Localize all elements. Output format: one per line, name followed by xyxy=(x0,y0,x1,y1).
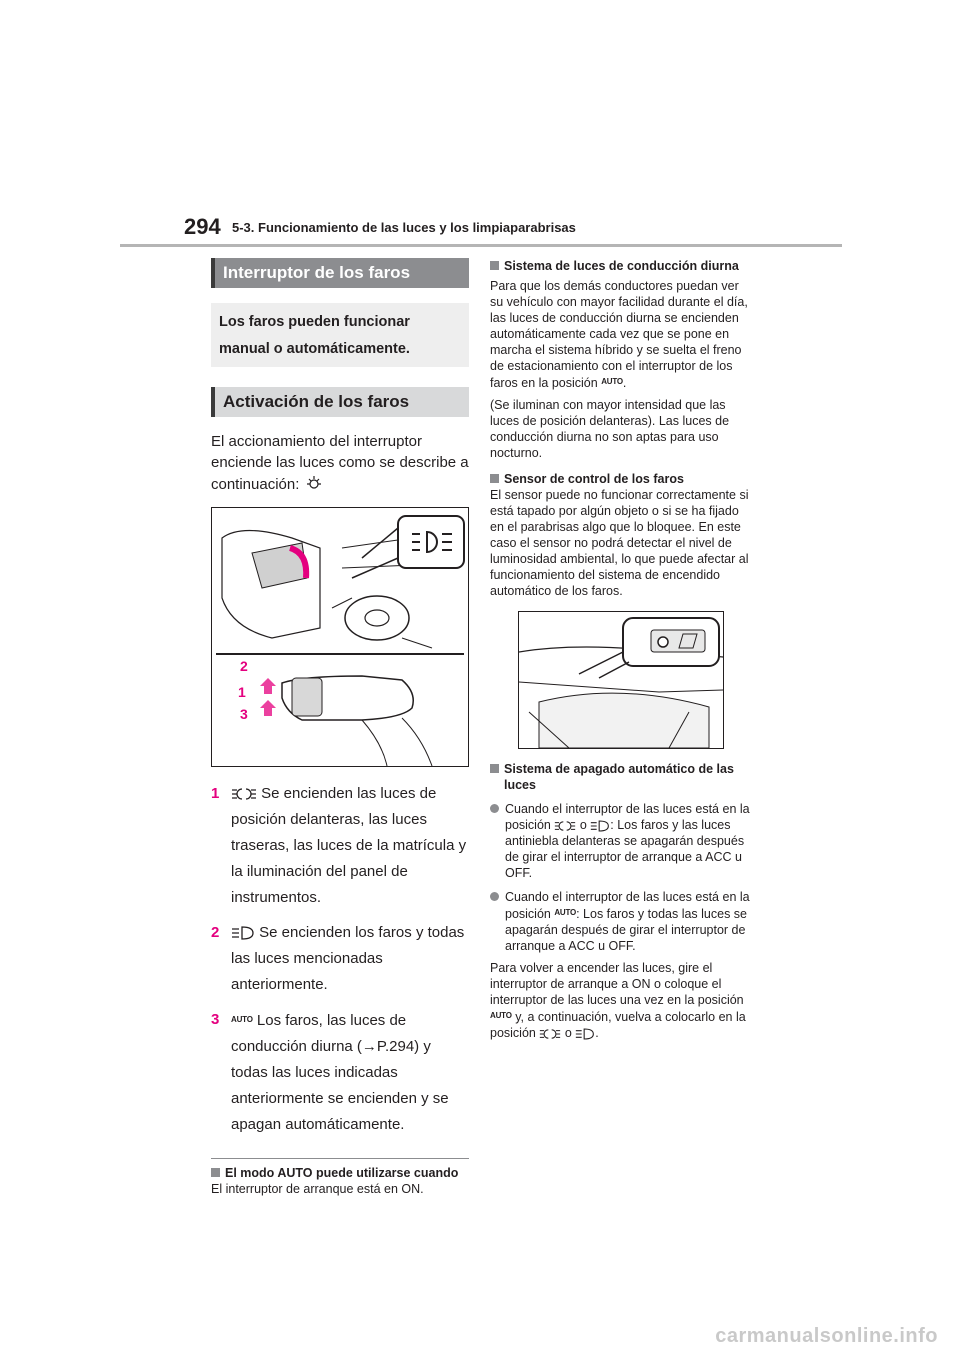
sensor-text: El sensor puede no funcionar correctamente si está tapado por algún objeto o si se ha fijado en el parabrisas algo que lo bloquee. En este caso el sensor no podrá detectar el nivel de luminosidad ambiental, lo que puede afectar al funcionamiento del sistema de encendido automático de los faros. xyxy=(490,488,749,598)
drl-text: Para que los demás conductores puedan ver su vehículo con mayor facilidad durante el día, las luces de conducción diurna se encienden automáticamente cada vez que se pone en marcha el sistema híbrido y se suelta el freno de estacionamiento con el interruptor de los faros en la posición $^{AUTO}$. (Se iluminan con mayor intensidad que las luces de posición delanteras). Las luces de conducción diurna no son aptas para uso nocturno. xyxy=(490,279,748,460)
auto-mode-text: El interruptor de arranque está en ON. xyxy=(211,1182,424,1196)
auto-icon: AUTO xyxy=(554,908,577,917)
square-bullet-icon xyxy=(211,1168,220,1177)
light-switch-icon xyxy=(304,473,324,493)
section-title-headlight-switch: Interruptor de los faros xyxy=(211,258,469,288)
left-column xyxy=(211,258,469,1197)
chapter-title: 5-3. Funcionamiento de las luces y los limpiaparabrisas xyxy=(232,220,576,235)
square-bullet-icon xyxy=(490,261,499,270)
list-item: 1 Se encienden las luces de posición delanteras, las luces traseras, las luces de la matrícula y la iluminación del panel de instrumentos. xyxy=(211,785,467,906)
figure-label-2: 2 xyxy=(240,658,248,674)
section-title-activation: Activación de los faros xyxy=(211,387,469,417)
intro-box: Los faros pueden funcionar manual o automáticamente. xyxy=(211,303,469,367)
parking-lights-icon xyxy=(554,820,576,832)
figure-label-1: 1 xyxy=(238,684,246,700)
list-item: Cuando el interruptor de las luces está en la posición o : Los faros y las luces antiniebla delanteras se apagarán después de girar el interruptor de arranque a ACC u OFF. xyxy=(490,801,752,881)
headlight-icon xyxy=(231,926,255,940)
headlight-icon xyxy=(575,1028,595,1040)
list-item: 3 $^{AUTO}$ Los faros, las luces de conducción diurna (→P.294) y todas las luces indicadas anteriormente se encienden y se apagan automáticamente. xyxy=(211,1011,449,1133)
list-item: Cuando el interruptor de las luces está en la posición $^{AUTO}$: Los faros y todas las luces se apagarán después de girar el interruptor de arranque a ACC u OFF. xyxy=(490,889,752,954)
drl-heading: Sistema de luces de conducción diurna xyxy=(490,258,752,274)
round-bullet-icon xyxy=(490,892,499,901)
figure-label-3: 3 xyxy=(240,706,248,722)
headlight-switch-figure xyxy=(211,507,469,767)
divider xyxy=(211,1158,469,1159)
right-column xyxy=(490,258,752,1041)
activation-body: El accionamiento del interruptor enciende las luces como se describe a continuación: xyxy=(211,433,469,493)
list-item: 2 Se encienden los faros y todas las luces mencionadas anteriormente. xyxy=(211,924,465,993)
auto-icon: AUTO xyxy=(490,1011,512,1020)
relight-text: Para volver a encender las luces, gire el interruptor de arranque a ON o coloque el interruptor de las luces una vez en la posición $^{AUTO}$ y, a continuación, vuelva a colocarlo en la posición o . xyxy=(490,961,746,1040)
watermark: carmanualsonline.info xyxy=(715,1325,938,1347)
position-list xyxy=(211,781,469,1138)
auto-off-heading: Sistema de apagado automático de las luces xyxy=(490,761,752,793)
sensor-heading: Sensor de control de los faros xyxy=(490,471,752,487)
square-bullet-icon xyxy=(490,764,499,773)
page-number: 294 xyxy=(184,214,221,239)
auto-icon: AUTO xyxy=(601,377,623,386)
sensor-figure xyxy=(518,611,724,749)
square-bullet-icon xyxy=(490,474,499,483)
sensor-illustration xyxy=(519,612,723,748)
parking-lights-icon xyxy=(231,787,257,801)
headlight-icon xyxy=(590,820,610,832)
round-bullet-icon xyxy=(490,804,499,813)
auto-mode-heading: El modo AUTO puede utilizarse cuando xyxy=(211,1165,469,1181)
header-rule xyxy=(120,244,842,247)
auto-icon: AUTO xyxy=(231,1015,253,1024)
parking-lights-icon xyxy=(539,1028,561,1040)
switch-illustration xyxy=(212,508,468,766)
